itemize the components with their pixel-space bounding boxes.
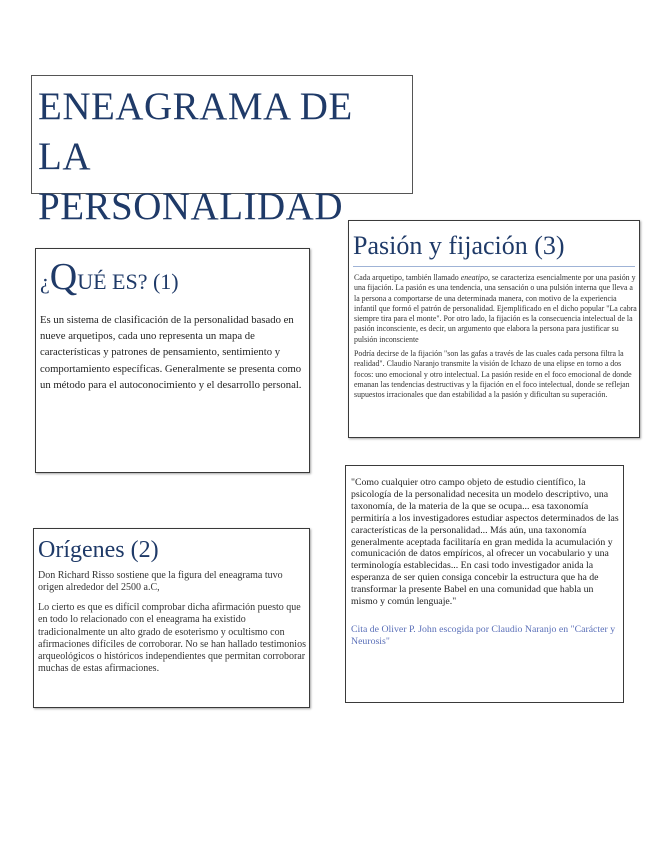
cita-quote: "Como cualquier otro campo objeto de estudio científico, la psicología de la personalidad necesita un modelo descriptivo, una taxonomía, de la materia de la que se ocupa... esa taxonomía permitiría a los investigadores estudiar aspectos determinados de las características de la personalidad... Más aún, una taxonomía generalmente aceptada facilitaría en gran medida la acumulación y comunicación de datos empíricos, al ofrecer un vocabulario y una terminología establecidas... En casi todo investigador anida la esperanza de ser quien consiga concebir la estructura que ha de transformar la presente Babel en una comunidad que habla un mismo y común lenguaje." <box>351 477 619 608</box>
pasion-paragraph-1 <box>354 273 638 345</box>
que-es-body: Es un sistema de clasificación de la personalidad basado en nueve arquetipos, cada uno representa un mapa de características y patrones de pensamiento, sentimiento y comportamiento específicas. Generalmente se presenta como un método para el autoconocimiento y el desarrollo personal. <box>40 314 302 391</box>
cita-source: Cita de Oliver P. John escogida por Claudio Naranjo en "Carácter y Neurosis" <box>351 624 616 647</box>
origenes-box <box>33 528 310 708</box>
title-line-1: ENEAGRAMA DE LA <box>38 85 353 178</box>
que-es-heading-prefix: ¿ <box>40 269 50 294</box>
title-line-2: PERSONALIDAD <box>38 185 344 228</box>
que-es-heading-rest: UÉ ES? (1) <box>77 269 179 294</box>
cita-box <box>345 465 624 703</box>
origenes-paragraph-2: Lo cierto es que es difícil comprobar dicha afirmación puesto que en todo lo relacionado con el eneagrama ha existido tradicionalmente un alto grado de esoterismo y ocultismo con afirmaciones difíciles de corroborar. No se han hallado testimonios arqueológicos o históricos independientes que permitan corroborar muchas de estas afirmaciones. <box>38 602 306 675</box>
pasion-fijacion-box <box>348 220 640 438</box>
que-es-heading-dropcap: Q <box>49 256 78 298</box>
heading-underline <box>353 266 635 267</box>
que-es-box <box>35 248 310 473</box>
page-title <box>38 82 412 232</box>
pasion-p1-eneatipo: eneatipo <box>460 273 488 282</box>
pasion-p1-start: Cada arquetipo, también llamado <box>354 273 461 282</box>
title-box <box>31 75 413 228</box>
origenes-heading: Orígenes (2) <box>38 537 159 563</box>
pasion-p1-end: , se caracteriza esencialmente por una pasión y una fijación. La pasión es una tendencia, una sensación o una pulsión interna que lleva a la persona a comportarse de una determinada manera, con motivo de la experiencia infantil que formó el patrón de personalidad. Ejemplificado en el dicho popular "La cabra siempre tira para el monte". Por otro lado, la fijación es la consecuencia intelectual de la pasión inconsciente, es decir, un argumento que elabora la persona para justificar su pulsión inconsciente <box>354 273 637 344</box>
que-es-heading <box>40 255 179 299</box>
origenes-paragraph-1: Don Richard Risso sostiene que la figura del eneagrama tuvo origen alrededor del 2500 a.C, <box>38 570 283 594</box>
pasion-fijacion-heading: Pasión y fijación (3) <box>353 231 565 260</box>
pasion-paragraph-2: Podría decirse de la fijación "son las gafas a través de las cuales cada persona filtra la realidad". Claudio Naranjo transmite la visión de Ichazo de una elipse en torno a dos focos: uno emocional y otro intelectual. La pasión reside en el foco emocional de donde emanan las tendencias destructivas y la fijación en el foco intelectual, donde se reflejan supuestos irracionales que dan estabilidad a la pasión y dificultan su superación. <box>354 349 632 400</box>
